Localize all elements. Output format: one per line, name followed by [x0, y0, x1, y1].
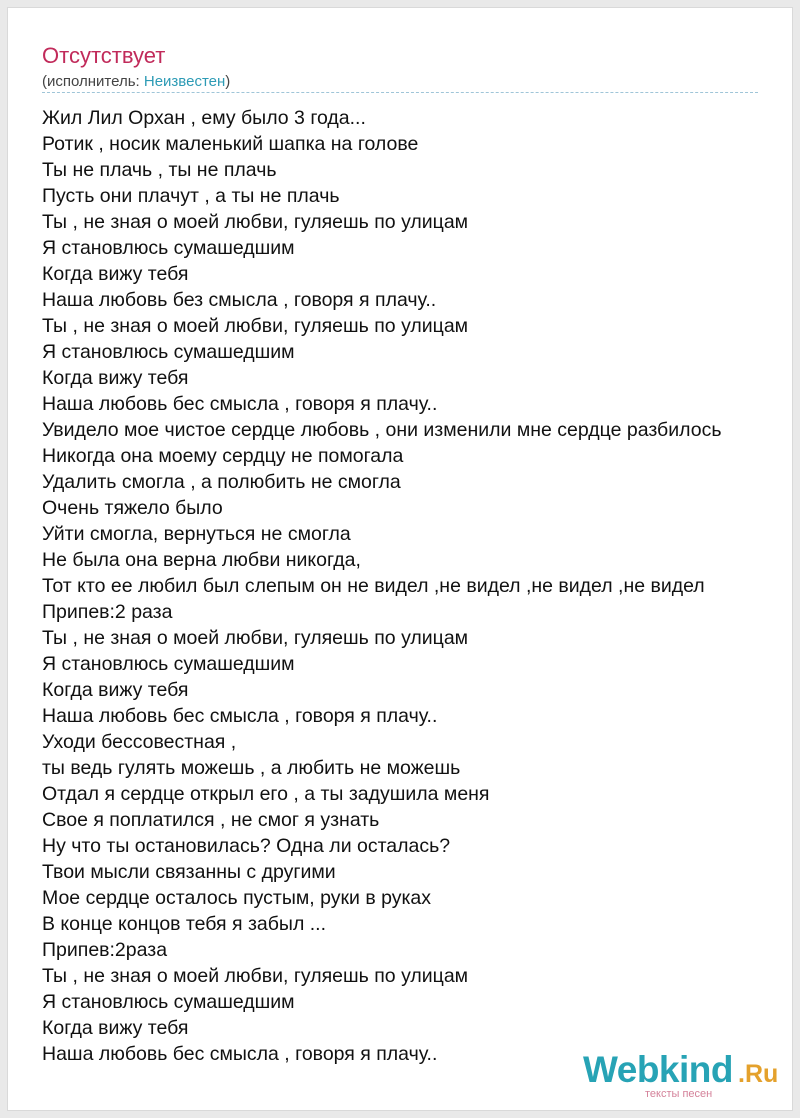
lyric-line: ты ведь гулять можешь , а любить не можешь [42, 757, 461, 779]
lyric-line: В конце концов тебя я забыл ... [42, 913, 326, 935]
lyric-line: Твои мысли связанны с другими [42, 861, 336, 883]
header-divider [42, 92, 758, 93]
artist-line [42, 72, 230, 92]
lyric-line: Я становлюсь сумашедшим [42, 237, 295, 259]
lyric-line: Наша любовь без смысла , говоря я плачу.. [42, 289, 437, 311]
lyric-line: Ты не плачь , ты не плачь [42, 159, 277, 181]
lyric-line: Когда вижу тебя [42, 367, 189, 389]
lyric-line: Припев:2раза [42, 939, 168, 961]
webkind-logo [583, 1048, 783, 1098]
artist-prefix: (исполнитель: [42, 73, 144, 90]
logo-domain: .Ru [738, 1060, 779, 1088]
lyric-line: Ты , не зная о моей любви, гуляешь по улицам [42, 211, 469, 233]
lyric-line: Наша любовь бес смысла , говоря я плачу.. [42, 393, 438, 415]
lyric-line: Ты , не зная о моей любви, гуляешь по улицам [42, 315, 469, 337]
lyric-line: Ты , не зная о моей любви, гуляешь по улицам [42, 627, 469, 649]
song-title: Отсутствует [42, 43, 166, 68]
lyric-line: Тот кто ее любил был слепым он не видел ,не видел ,не видел ,не видел [42, 575, 705, 597]
lyric-line: Отдал я сердце открыл его , а ты задушила меня [42, 783, 490, 805]
lyric-line: Ротик , носик маленький шапка на голове [42, 133, 419, 155]
lyric-line: Ты , не зная о моей любви, гуляешь по улицам [42, 965, 469, 987]
artist-link[interactable]: Неизвестен [143, 73, 226, 90]
lyrics-list [42, 105, 772, 1067]
lyric-line: Когда вижу тебя [42, 263, 189, 285]
lyric-line: Пусть они плачут , а ты не плачь [42, 185, 340, 207]
lyric-line: Я становлюсь сумашедшим [42, 653, 295, 675]
lyric-line: Наша любовь бес смысла , говоря я плачу.. [42, 705, 438, 727]
lyric-line: Мое сердце осталось пустым, руки в руках [42, 887, 432, 909]
logo-wordmark: Webkind [583, 1049, 733, 1090]
lyric-line: Увидело мое чистое сердце любовь , они изменили мне сердце разбилось [42, 419, 722, 441]
lyric-line: Удалить смогла , а полюбить не смогла [42, 471, 401, 493]
lyric-line: Когда вижу тебя [42, 1017, 189, 1039]
lyric-line: Очень тяжело было [42, 497, 223, 519]
lyric-line: Свое я поплатился , не смог я узнать [42, 809, 380, 831]
logo-tagline: тексты песен [645, 1088, 713, 1100]
lyric-line: Я становлюсь сумашедшим [42, 341, 295, 363]
lyric-line: Припев:2 раза [42, 601, 173, 623]
lyric-line: Когда вижу тебя [42, 679, 189, 701]
lyric-line: Уходи бессовестная , [42, 731, 237, 753]
lyric-line: Уйти смогла, вернуться не смогла [42, 523, 351, 545]
lyric-line: Никогда она моему сердцу не помогала [42, 445, 404, 467]
lyric-line: Наша любовь бес смысла , говоря я плачу.. [42, 1043, 438, 1065]
lyric-line: Жил Лил Орхан , ему было 3 года... [42, 107, 366, 129]
lyric-line: Я становлюсь сумашедшим [42, 991, 295, 1013]
artist-suffix: ) [225, 73, 231, 90]
lyric-line: Ну что ты остановилась? Одна ли осталась? [42, 835, 451, 857]
lyric-line: Не была она верна любви никогда, [42, 549, 361, 571]
